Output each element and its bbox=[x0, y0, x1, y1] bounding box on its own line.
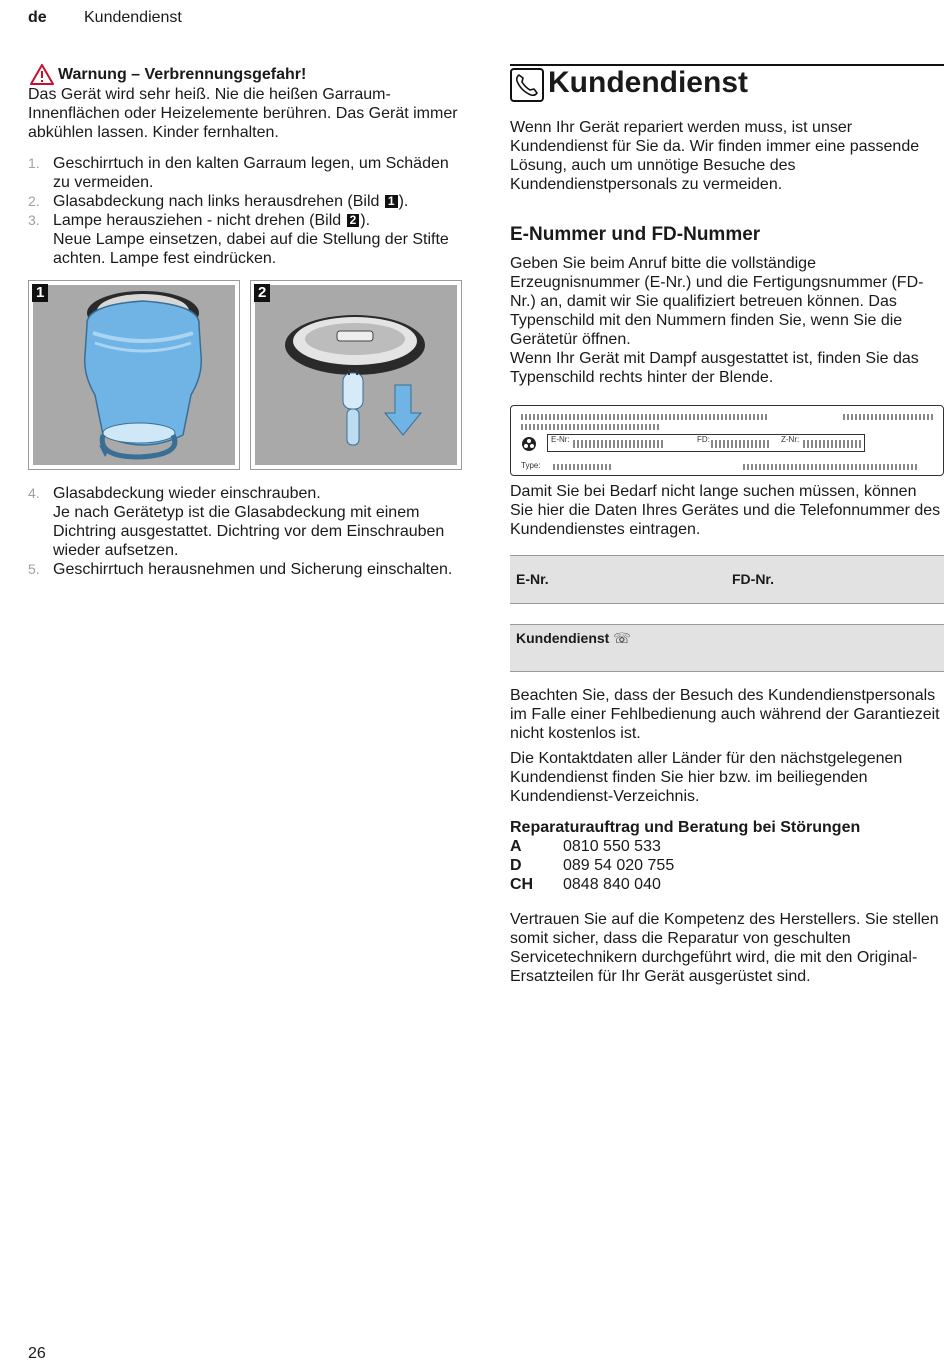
plate-fd-label: FD: bbox=[697, 435, 710, 444]
subsection-text-2: Wenn Ihr Gerät mit Dampf ausgestattet ist, finden Sie das Typenschild rechts hinter der Blende. bbox=[510, 350, 919, 386]
contact-row: D 089 54 020 755 bbox=[510, 857, 675, 874]
phone-icon bbox=[510, 68, 544, 102]
rating-plate-illustration bbox=[510, 405, 944, 476]
plate-type-label: Type: bbox=[521, 461, 541, 470]
page-number: 26 bbox=[28, 1345, 46, 1362]
enr-field[interactable]: E-Nr. bbox=[510, 556, 726, 604]
language-code: de bbox=[28, 9, 47, 26]
device-data-form bbox=[510, 555, 944, 604]
steps-list-a bbox=[28, 154, 468, 268]
contact-row: A 0810 550 533 bbox=[510, 838, 661, 855]
service-phone-field[interactable]: Kundendienst ☏ bbox=[510, 624, 944, 672]
section-heading bbox=[510, 64, 944, 102]
figures-row bbox=[28, 280, 468, 470]
step-item: 5. Geschirrtuch herausnehmen und Sicherung einschalten. bbox=[28, 561, 453, 578]
fdnr-field[interactable]: FD-Nr. bbox=[726, 556, 944, 604]
service-intro: Wenn Ihr Gerät repariert werden muss, ist unser Kundendienst für Sie da. Wir finden immer eine passende Lösung, auch um unnötige Besuche des Kundendienstpersonals zu vermeiden. bbox=[510, 119, 920, 193]
paragraph-contacts: Die Kontaktdaten aller Länder für den nächstgelegenen Kundendienst finden Sie hier bzw. im beiliegenden Kundendienst-Verzeichnis. bbox=[510, 750, 903, 805]
contacts-title: Reparaturauftrag und Beratung bei Störungen bbox=[510, 819, 861, 836]
plate-znr-label: Z-Nr: bbox=[781, 435, 800, 444]
step-item: 1. Geschirrtuch in den kalten Garraum legen, um Schäden zu vermeiden. bbox=[28, 155, 449, 191]
left-column bbox=[28, 64, 468, 579]
warning-icon bbox=[30, 64, 54, 85]
subsection-text: Geben Sie beim Anruf bitte die vollständige Erzeugnisnummer (E-Nr.) und die Fertigungsnummer (FD-Nr.) an, damit wir Sie qualifiziert betreuen können. Das Typenschild mit den Nummern finden Sie, wenn Sie die Gerätetür öffnen. bbox=[510, 255, 924, 348]
form-note: Damit Sie bei Bedarf nicht lange suchen müssen, können Sie hier die Daten Ihres Gerätes und die Telefonnummer des Kundendienstes eintragen. bbox=[510, 483, 941, 538]
telephone-icon: ☏ bbox=[613, 630, 631, 646]
step-item: 3. Lampe herausziehen - nicht drehen (Bild 2 ). Neue Lampe einsetzen, dabei auf die Stellung der Stifte achten. Lampe fest eindrücken. bbox=[28, 212, 449, 267]
steps-list-b bbox=[28, 484, 468, 579]
figure-ref: 2 bbox=[347, 214, 360, 227]
subsection-title: E-Nummer und FD-Nummer bbox=[510, 224, 761, 245]
section-title: Kundendienst bbox=[548, 66, 748, 99]
plate-enr-label: E-Nr: bbox=[551, 435, 570, 444]
lamp-cover-unscrew-illustration bbox=[33, 285, 235, 465]
figure-2 bbox=[250, 280, 462, 470]
contacts-block bbox=[510, 818, 944, 894]
step-item: 4. Glasabdeckung wieder einschrauben. Je nach Gerätetyp ist die Glasabdeckung mit einem Dichtring ausgestattet. Dichtring vor dem Einschrauben wieder aufsetzen. bbox=[28, 485, 445, 559]
lamp-pull-out-illustration bbox=[255, 285, 457, 465]
figure-label: 2 bbox=[254, 284, 270, 302]
brand-logo-icon bbox=[521, 436, 537, 452]
step-item: 2. Glasabdeckung nach links herausdrehen (Bild 1 ). bbox=[28, 193, 409, 210]
figure-label: 1 bbox=[32, 284, 48, 302]
warning-title: Warnung – Verbrennungsgefahr! bbox=[30, 64, 468, 85]
right-column bbox=[510, 64, 944, 986]
figure-1 bbox=[28, 280, 240, 470]
warning-text: Das Gerät wird sehr heiß. Nie die heißen Garraum-Innenflächen oder Heizelemente berühren. Das Gerät immer abkühlen lassen. Kinder fernhalten. bbox=[28, 86, 458, 141]
paragraph-warranty: Beachten Sie, dass der Besuch des Kundendienstpersonals im Falle einer Fehlbedienung auch während der Garantiezeit nicht kostenlos ist. bbox=[510, 687, 940, 742]
contact-row: CH 0848 840 040 bbox=[510, 876, 661, 893]
header-section: Kundendienst bbox=[84, 9, 182, 26]
page-header bbox=[28, 8, 182, 27]
figure-ref: 1 bbox=[385, 195, 398, 208]
paragraph-closing: Vertrauen Sie auf die Kompetenz des Herstellers. Sie stellen somit sicher, dass die Reparatur von geschulten Servicetechnikern durchgeführt wird, die mit den Original-Ersatzteilen für Ihr Gerät ausgerüstet sind. bbox=[510, 911, 939, 985]
